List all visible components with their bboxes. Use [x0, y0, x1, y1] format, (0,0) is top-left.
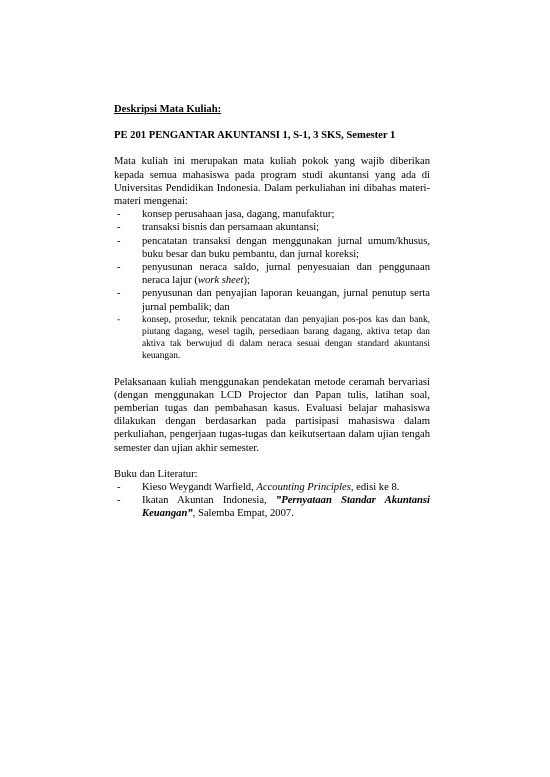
list-item: [114, 481, 430, 494]
topic-text: konsep perusahaan jasa, dagang, manufaktur;: [142, 209, 335, 221]
topic-text: penyusunan neraca saldo, jurnal penyesuaian dan penggunaan neraca lajur (: [142, 262, 430, 287]
list-item: [114, 314, 430, 363]
section-heading: Deskripsi Mata Kuliah:: [114, 104, 222, 115]
reference-author: Ikatan Akuntan Indonesia,: [142, 495, 276, 507]
course-title: PE 201 PENGANTAR AKUNTANSI 1, S-1, 3 SKS, Semester 1: [114, 130, 396, 142]
list-item: [114, 494, 430, 520]
topic-text: penyusunan dan penyajian laporan keuangan, jurnal penutup serta jurnal pembalik; dan: [142, 288, 430, 313]
method-paragraph: Pelaksanaan kuliah menggunakan pendekatan metode ceramah bervariasi (dengan menggunakan LCD Projector dan Papan tulis, latihan soal, pemberian tugas dan pembahasan kasus. Evaluasi belajar mahasiswa dilakukan dengan berdasarkan pada partisipasi mahasiswa dalam perkuliahan, pengerjaan tugas-tugas dan keikutsertaan dalam ujian tengah semester dan ujian akhir semester.: [114, 376, 430, 454]
list-item: [114, 287, 430, 313]
topic-text: konsep, prosedur, teknik pencatatan dan penyajian pos-pos kas dan bank, piutang dagang, wesel tagih, persediaan barang dagang, aktiva tetap dan aktiva tak berwujud di dalam neraca sesuai dengan standard akuntansi keuangan.: [142, 314, 430, 362]
intro-paragraph: Mata kuliah ini merupakan mata kuliah pokok yang wajib diberikan kepada semua mahasiswa pada program studi akuntansi yang ada di Universitas Pendidikan Indonesia. Dalam perkuliahan ini dibahas materi-materi mengenai:: [114, 156, 430, 208]
literature-title: Buku dan Literatur:: [114, 468, 198, 480]
topic-text: transaksi bisnis dan persamaan akuntansi;: [142, 222, 320, 234]
list-item: [114, 208, 430, 221]
reference-title: Accounting Principles,: [256, 482, 354, 494]
topic-list: [114, 208, 430, 362]
reference-title: ”Pernyataan Standar Akuntansi Keuangan”: [142, 495, 430, 520]
reference-publisher: , Salemba Empat, 2007.: [192, 508, 294, 520]
list-item: [114, 221, 430, 234]
topic-text: pencatatan transaksi dengan menggunakan jurnal umum/khusus, buku besar dan buku pembantu, dan jurnal koreksi;: [142, 235, 430, 260]
list-item: [114, 261, 430, 287]
list-item: [114, 235, 430, 261]
topic-italic-term: work sheet: [197, 275, 244, 287]
course-description: [114, 103, 430, 521]
reference-edition: edisi ke 8.: [353, 482, 400, 494]
reference-author: Kieso Weygandt Warfield,: [142, 482, 257, 494]
literature-list: [114, 481, 430, 521]
topic-text-end: );: [243, 275, 250, 287]
